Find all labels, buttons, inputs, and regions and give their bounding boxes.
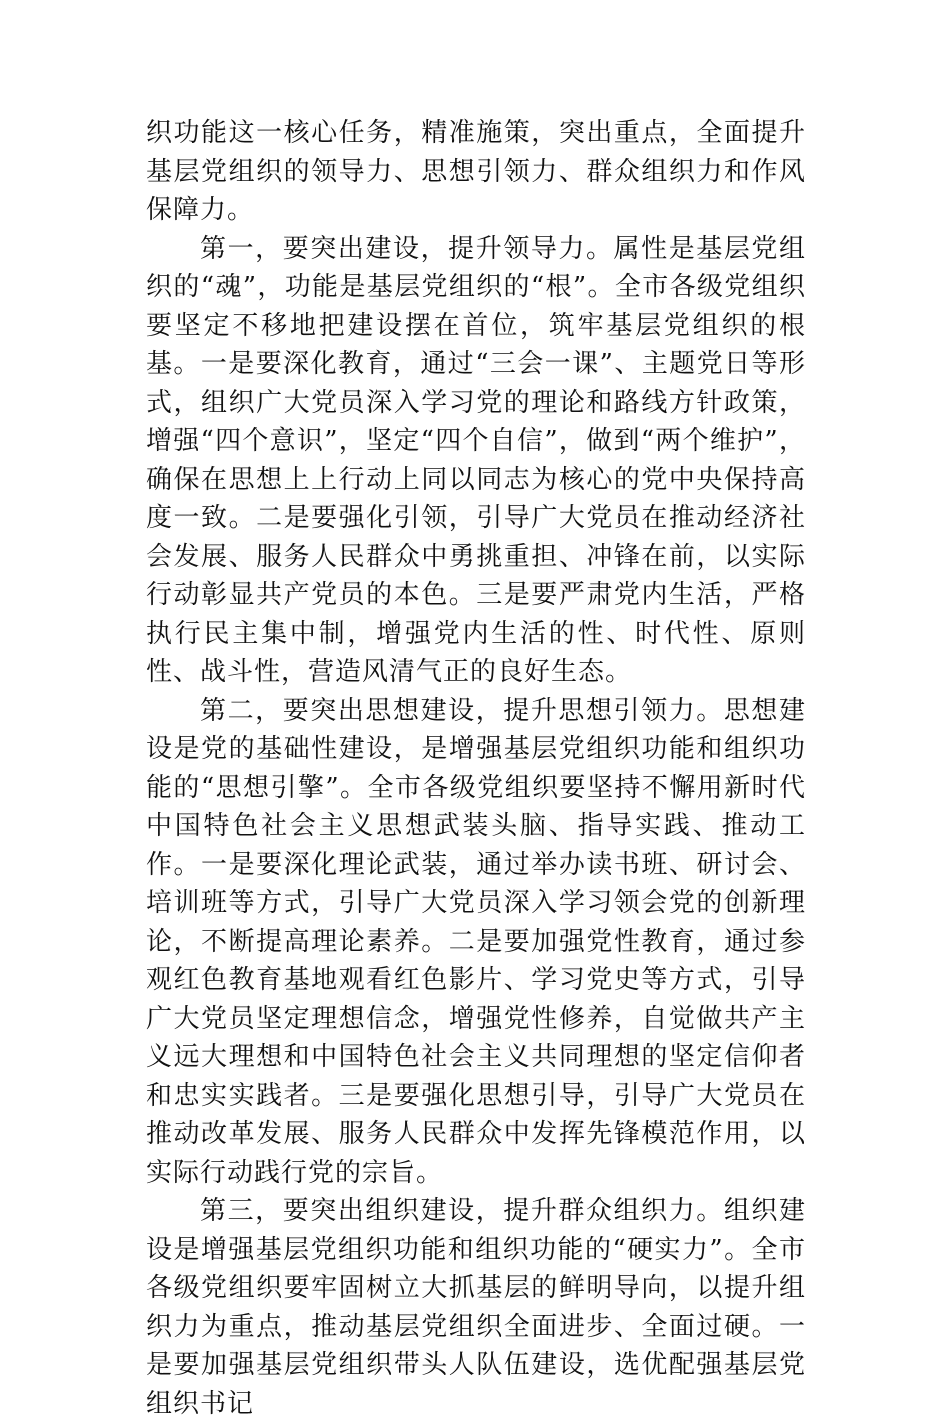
paragraph-first-point: 第一，要突出建设，提升领导力。属性是基层党组织的“魂”，功能是基层党组织的“根”。全市各级党组织要坚定不移地把建设摆在首位，筑牢基层党组织的根基。一是要深化教育，通过“三会一课”、主题党日等形式，组织广大党员深入学习党的理论和路线方针政策，增强“四个意识”，坚定“四个自信”，做到“两个维护”，确保在思想上上行动上同以同志为核心的党中央保持高度一致。二是要强化引领，引导广大党员在推动经济社会发展、服务人民群众中勇挑重担、冲锋在前，以实际行动彰显共产党员的本色。三是要严肃党内生活，严格执行民主集中制，增强党内生活的性、时代性、原则性、战斗性，营造风清气正的良好生态。 <box>146 233 806 687</box>
document-page <box>146 114 806 1423</box>
paragraph-third-point: 第三，要突出组织建设，提升群众组织力。组织建设是增强基层党组织功能和组织功能的“硬实力”。全市各级党组织要牢固树立大抓基层的鲜明导向，以提升组织力为重点，推动基层党组织全面进步、全面过硬。一是要加强基层党组织带头人队伍建设，选优配强基层党组织书记 <box>146 1196 806 1419</box>
paragraph-second-point: 第二，要突出思想建设，提升思想引领力。思想建设是党的基础性建设，是增强基层党组织功能和组织功能的“思想引擎”。全市各级党组织要坚持不懈用新时代中国特色社会主义思想武装头脑、指导实践、推动工作。一是要深化理论武装，通过举办读书班、研讨会、培训班等方式，引导广大党员深入学习领会党的创新理论，不断提高理论素养。二是要加强党性教育，通过参观红色教育基地观看红色影片、学习党史等方式，引导广大党员坚定理想信念，增强党性修养，自觉做共产主义远大理想和中国特色社会主义共同理想的坚定信仰者和忠实实践者。三是要强化思想引导，引导广大党员在推动改革发展、服务人民群众中发挥先锋模范作用，以实际行动践行党的宗旨。 <box>146 695 806 1188</box>
paragraph-intro-continuation: 织功能这一核心任务，精准施策，突出重点，全面提升基层党组织的领导力、思想引领力、群众组织力和作风保障力。 <box>146 118 806 225</box>
